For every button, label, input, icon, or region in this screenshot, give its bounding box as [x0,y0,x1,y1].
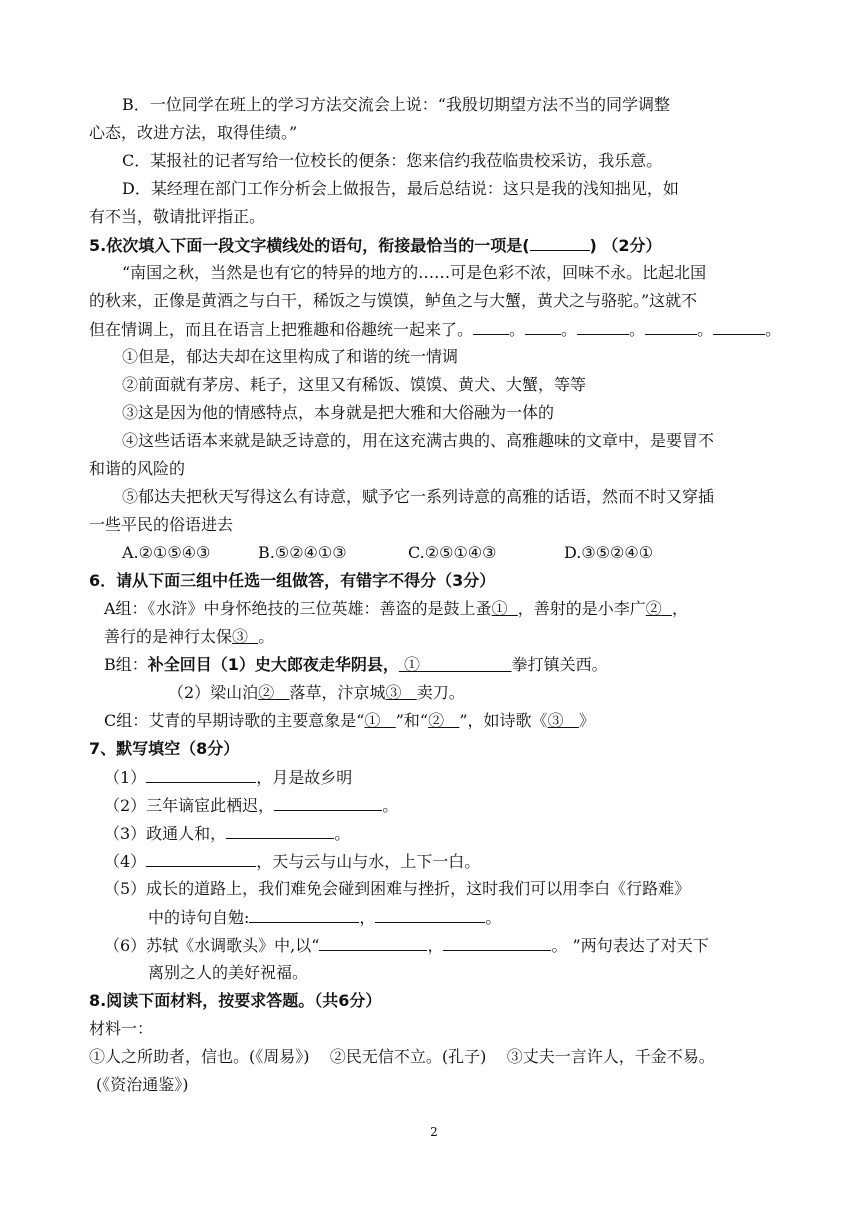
q5-option-b: B.⑤②④①③ [258,543,347,562]
q6-b-marker-3: ③ [385,683,402,702]
q7-6-text: （6）苏轼《水调歌头》中,以“ [104,936,320,955]
q5-option-d: D.③⑤②④① [564,543,654,562]
q8-quote-2: ②民无信不立。(孔子) [329,1047,487,1066]
q5-blank-3 [577,318,629,335]
q7-item-5-line1: （5）成长的道路上，我们难免会碰到困难与挫折，这时我们可以用李白《行路难》 [104,879,691,898]
q7-3-blank [226,822,334,839]
q6-group-b-line2 [168,682,465,704]
q6-a-end: ， [671,599,688,618]
q5-title-text: 5.依次填入下面一段文字横线处的语句，衔接最恰当的一项是( [89,236,530,255]
q6-a-blank-3 [232,627,258,646]
q5-item-2: ②前面就有茅房、耗子，这里又有稀饭、馍馍、黄犬、大蟹，等等 [122,375,587,394]
q7-2-text: （2）三年谪宦此栖迟， [104,796,275,815]
q7-5-blank-2 [375,906,485,923]
q6-title: 6．请从下面三组中任选一组做答，有错字不得分（3分） [89,571,496,590]
q6-b-marker-2: ② [258,683,275,702]
q5-passage-line2: 的秋来，正像是黄酒之与白干，稀饭之与馍馍，鲈鱼之与大蟹，黄犬之与骆驼。”这就不 [89,291,698,310]
q7-2-blank [274,794,382,811]
q6-group-a-line2 [104,626,274,648]
q7-5-end: 。 [485,908,502,927]
q6-a-mid: ，善射的是小李广 [517,599,646,618]
q7-6-end: 。 ”两句表达了对天下 [551,936,709,955]
q7-title: 7、默写填空（8分） [89,739,240,758]
q5-item-4-cont: 和谐的风险的 [89,459,186,478]
q5-blank-1 [473,318,509,335]
q5-answer-blank [530,234,590,251]
q7-5-comma: ， [359,908,376,927]
q6-c-end: 》 [578,711,595,730]
q4-option-d-line1: D．某经理在部门工作分析会上做报告，最后总结说：这只是我的浅知拙见，如 [122,179,679,198]
q7-6-comma: ， [427,936,444,955]
q4-option-b-line2: 心态，改进方法，取得佳绩。” [89,123,298,142]
q5-item-3: ③这是因为他的情感特点，本身就是把大雅和大俗融为一体的 [122,403,555,422]
q8-quote-3: ③丈夫一言许人，千金不易。 [506,1047,715,1066]
q6-c-mid2: ”，如诗歌《 [459,711,548,730]
q7-1-text: ，月是故乡明 [256,768,353,787]
q7-2-end: 。 [382,796,399,815]
q5-item-5: ⑤郁达夫把秋天写得这么有诗意，赋予它一系列诗意的高雅的话语，然而不时又穿插 [122,487,715,506]
q6-a2-text: 善行的是神行太保 [104,627,233,646]
q7-item-5-line2 [148,906,501,929]
q5-blank-2 [525,318,561,335]
page-number: 2 [430,1125,438,1139]
q6-b2-text: （2）梁山泊 [168,683,259,702]
q7-item-6-line1 [104,934,709,957]
q4-option-d-line2: 有不当，敬请批评指正。 [89,207,266,226]
q5-title [89,234,662,257]
q4-option-b-line1: B．一位同学在班上的学习方法交流会上说：“我殷切期望方法不当的同学调整 [122,95,670,114]
q6-a-marker-3: ③ [232,627,249,646]
q6-group-a-line1 [104,598,688,620]
q6-b-blank-2 [258,683,289,702]
q8-material-quotes [89,1046,715,1068]
q4-option-c: C．某报社的记者写给一位校长的便条：您来信约我莅临贵校采访，我乐意。 [122,151,663,170]
q6-c-marker-2: ② [428,711,445,730]
q7-item-1 [104,766,352,789]
q5-options [122,542,653,564]
q6-b-text: 补全回目（1）史大郎夜走华阴县， [147,655,399,674]
q6-c-blank-3 [548,711,579,730]
q5-item-4: ④这些话语本来就是缺乏诗意的，用在这充满古典的、高雅趣味的文章中，是要冒不 [122,431,715,450]
q6-b-blank-1 [399,655,512,674]
q8-material-label: 材料一： [89,1019,154,1038]
q6-c-blank-2 [428,711,459,730]
q6-b2-mid: 落草，汴京城 [289,683,386,702]
q7-3-text: （3）政通人和， [104,824,227,843]
q6-a-blank-1 [492,599,518,618]
q6-b-blank-3 [385,683,416,702]
q6-a-marker-1: ① [491,599,508,618]
q7-1-blank [146,766,256,783]
q6-a-marker-2: ② [645,599,662,618]
q7-1-num: （1） [104,768,147,787]
q6-b-marker-1: ① [404,655,421,674]
q6-a-text: A组：《水浒》中身怀绝技的三位英雄：善盗的是鼓上蚤 [104,599,492,618]
q7-5-text: 中的诗句自勉: [148,908,250,927]
q8-quote-3-source: (《资治通鉴》) [96,1075,189,1094]
q5-item-1: ①但是，郁达夫却在这里构成了和谐的统一情调 [122,347,459,366]
q8-quote-1: ①人之所助者，信也。(《周易》) [89,1047,310,1066]
q5-passage-line1: “南国之秋，当然是也有它的特异的地方的……可是色彩不浓，回味不永。比起北国 [122,263,707,282]
q6-c-marker-1: ① [364,711,381,730]
q5-option-c: C.②⑤①④③ [408,543,497,562]
q6-a-blank-2 [646,599,672,618]
q6-b2-end: 卖刀。 [416,683,465,702]
q6-c-blank-1 [364,711,395,730]
q5-blank-5 [713,318,765,335]
q6-b-label: B组： [104,655,148,674]
q7-item-3 [104,822,350,845]
q6-group-b-line1 [104,654,608,676]
q7-6-blank-1 [319,934,427,951]
q5-passage-line3-text: 但在情调上，而且在语言上把雅趣和俗趣统一起来了。 [89,320,474,339]
q7-5-blank-1 [249,906,359,923]
q8-title: 8.阅读下面材料，按要求答题。（共6分） [89,991,382,1010]
q5-item-5-cont: 一些平民的俗语进去 [89,515,234,534]
q7-4-num: （4） [104,852,147,871]
q7-item-6-line2: 离别之人的美好祝福。 [148,963,309,982]
q7-4-text: ，天与云与山与水，上下一白。 [256,852,481,871]
q6-group-c [104,710,595,732]
q7-4-blank [146,850,256,867]
q6-c-marker-3: ③ [547,711,564,730]
q7-item-4 [104,850,480,873]
q5-blank-4 [645,318,697,335]
q5-title-end: ) （2分） [589,236,662,255]
q6-a2-end: 。 [258,627,275,646]
q6-b-end: 拳打镇关西。 [511,655,608,674]
q7-item-2 [104,794,398,817]
q6-c-mid1: ”和“ [395,711,429,730]
q7-6-blank-2 [443,934,551,951]
q7-3-end: 。 [334,824,351,843]
q6-c-text: C组：艾青的早期诗歌的主要意象是“ [104,711,365,730]
q5-option-a: A.②①⑤④③ [122,543,211,562]
q5-passage-line3: 但在情调上，而且在语言上把雅趣和俗趣统一起来了。 。 。 。 。 。 [89,320,782,339]
